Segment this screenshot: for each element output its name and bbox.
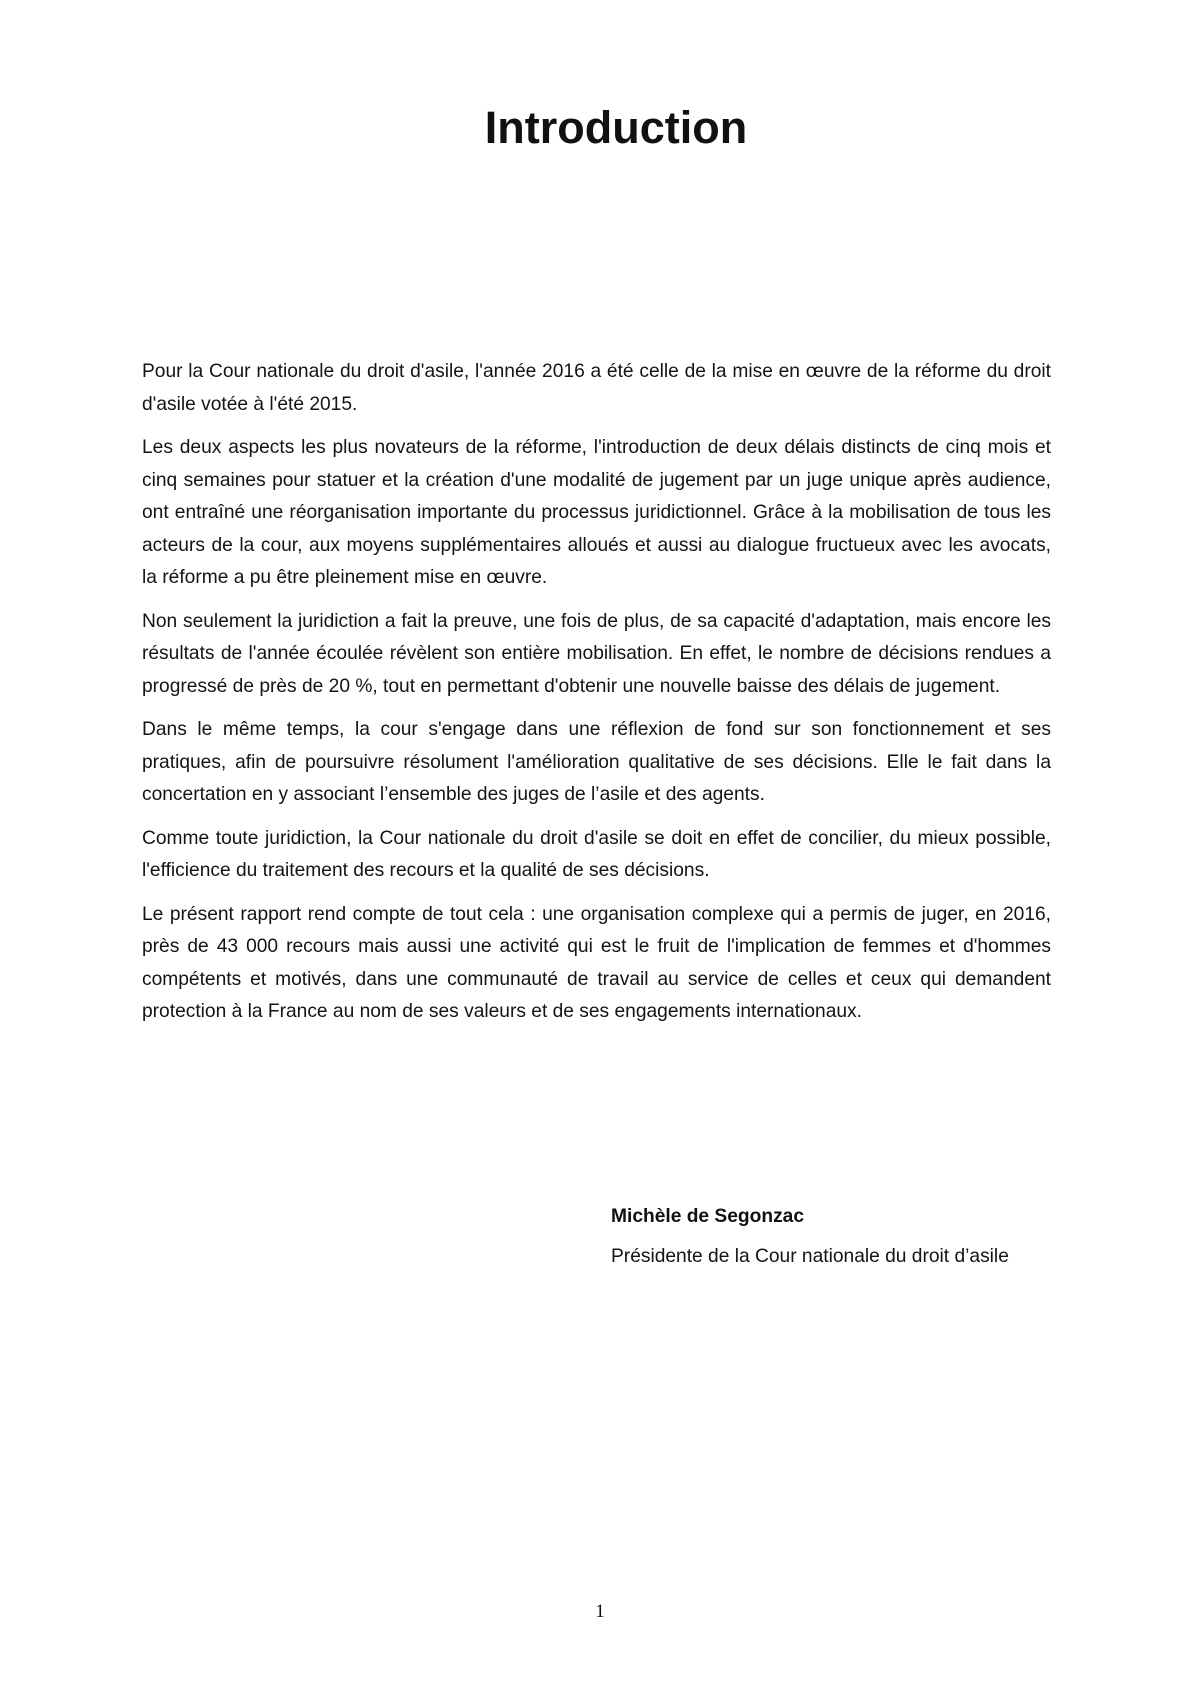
signatory-role: Présidente de la Cour nationale du droit d’asile: [611, 1246, 1009, 1267]
introduction-body: [142, 356, 1051, 1040]
paragraph-1: Pour la Cour nationale du droit d'asile, l'année 2016 a été celle de la mise en œuvre de la réforme du droit d'asile votée à l'été 2015.: [142, 361, 1051, 415]
paragraph-4: Dans le même temps, la cour s'engage dans une réflexion de fond sur son fonctionnement et ses pratiques, afin de poursuivre résolument l'amélioration qualitative de ses décisions. Elle le fait dans la concertation en y associant l’ensemble des juges de l’asile et des agents.: [142, 719, 1051, 805]
page-number: 1: [595, 1601, 605, 1622]
page-title: Introduction: [484, 102, 748, 153]
paragraph-3: Non seulement la juridiction a fait la preuve, une fois de plus, de sa capacité d'adaptation, mais encore les résultats de l'année écoulée révèlent son entière mobilisation. En effet, le nombre de décisions rendues a progressé de près de 20 %, tout en permettant d'obtenir une nouvelle baisse des délais de jugement.: [142, 610, 1051, 697]
paragraph-2: Les deux aspects les plus novateurs de la réforme, l'introduction de deux délais distincts de cinq mois et cinq semaines pour statuer et la création d'une modalité de jugement par un juge unique après audience, ont entraîné une réorganisation importante du processus juridictionnel. Grâce à la mobilisation de tous les acteurs de la cour, aux moyens supplémentaires alloués et aussi au dialogue fructueux avec les avocats, la réforme a pu être pleinement mise en œuvre.: [142, 437, 1051, 588]
paragraph-6: Le présent rapport rend compte de tout cela : une organisation complexe qui a permis de juger, en 2016, près de 43 000 recours mais aussi une activité qui est le fruit de l'implication de femmes et d'hommes compétents et motivés, dans une communauté de travail au service de celles et ceux qui demandent protection à la France au nom de ses valeurs et de ses engagements internationaux.: [142, 903, 1051, 1022]
signatory-name: Michèle de Segonzac: [611, 1206, 804, 1227]
paragraph-5: Comme toute juridiction, la Cour nationale du droit d'asile se doit en effet de concilier, du mieux possible, l'efficience du traitement des recours et la qualité de ses décisions.: [142, 827, 1051, 881]
signature-block: [611, 1204, 1061, 1270]
